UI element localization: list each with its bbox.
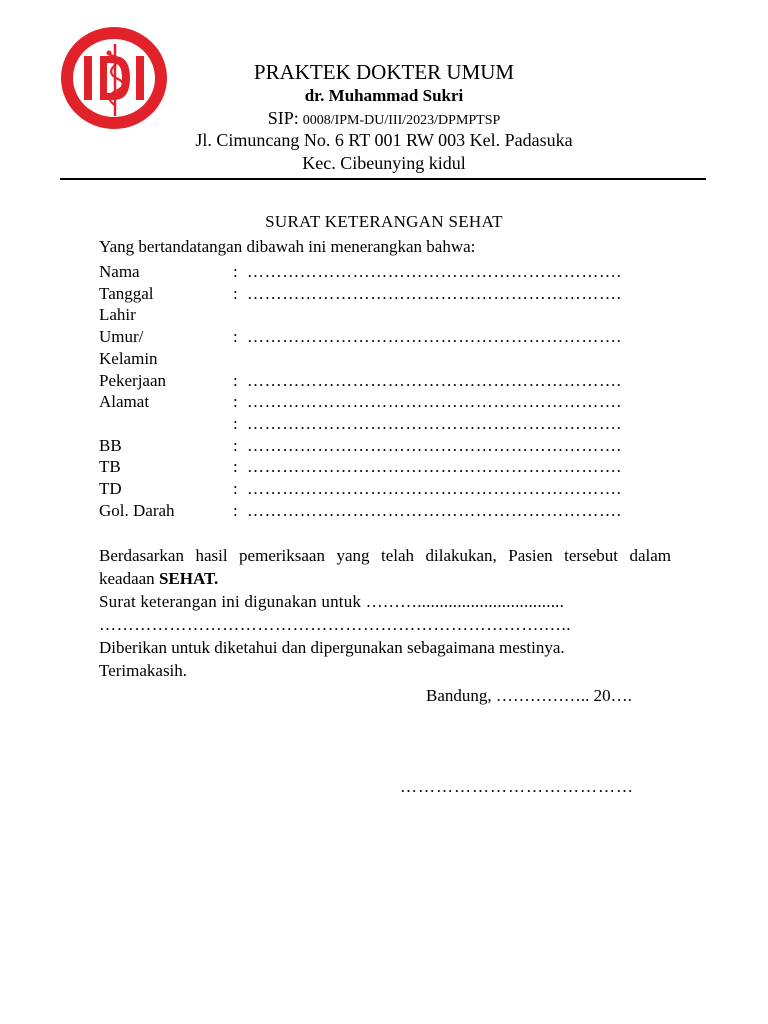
practice-title: PRAKTEK DOKTER UMUM	[253, 60, 515, 84]
field-label: BB	[99, 435, 122, 455]
field-row-nama	[99, 261, 679, 283]
field-row-tb	[99, 456, 679, 478]
sip-label: SIP:	[267, 108, 299, 128]
thanks-text: Terimakasih.	[99, 661, 188, 680]
field-row-alamat	[99, 391, 679, 413]
purpose-blank-line-2[interactable]: ………………………………………………………………….…..	[99, 615, 572, 634]
field-label: Umur/ Kelamin	[99, 327, 158, 368]
result-paragraph	[99, 544, 671, 590]
purpose-blank[interactable]: ……….................................	[365, 592, 565, 611]
field-label: Pekerjaan	[99, 370, 167, 390]
field-label	[99, 413, 219, 435]
statement-body	[99, 544, 671, 682]
field-value[interactable]: ……………………………………………………….	[247, 283, 622, 303]
signature-blank[interactable]: …………………………………	[400, 777, 634, 796]
field-value[interactable]: ……………………………………………………….	[247, 262, 622, 281]
address-line-2: Kec. Cibeunying kidul	[302, 153, 466, 173]
field-value[interactable]: ……………………………………………………….	[247, 435, 622, 455]
form-fields	[99, 261, 679, 521]
field-value[interactable]: ……………………………………………………….	[247, 500, 622, 520]
purpose-text: Surat keterangan ini digunakan untuk	[99, 592, 362, 611]
purpose-line	[99, 590, 671, 613]
field-colon: :	[233, 283, 238, 303]
field-label: Tanggal Lahir	[99, 283, 154, 325]
field-row-tanggal-lahir	[99, 283, 679, 326]
field-label: Gol. Darah	[99, 500, 175, 520]
field-row-umur-kelamin	[99, 326, 679, 369]
header-divider	[60, 178, 706, 180]
field-value[interactable]: ……………………………………………………….	[247, 457, 622, 477]
field-value[interactable]: ……………………………………………………….	[247, 392, 622, 412]
place-date-line[interactable]: Bandung, …………….. 20….	[426, 686, 632, 705]
field-value[interactable]: ……………………………………………………….	[247, 479, 622, 499]
sip-line	[140, 108, 628, 130]
field-label: TB	[99, 457, 121, 477]
letterhead	[140, 60, 628, 176]
field-row-pekerjaan	[99, 370, 679, 392]
field-colon: :	[233, 262, 238, 281]
field-label: Alamat	[99, 392, 150, 412]
field-colon: :	[233, 457, 238, 477]
sip-number: 0008/IPM-DU/III/2023/DPMPTSP	[302, 113, 501, 128]
field-colon: :	[233, 479, 238, 499]
field-value[interactable]: ……………………………………………………….	[247, 327, 622, 347]
field-row-bb	[99, 435, 679, 457]
address-line-1: Jl. Cimuncang No. 6 RT 001 RW 003 Kel. Padasuka	[195, 130, 573, 150]
field-colon: :	[233, 370, 238, 390]
field-colon: :	[233, 392, 238, 412]
field-row-td	[99, 478, 679, 500]
closing-line: Diberikan untuk diketahui dan dipergunakan sebagaimana mestinya.	[99, 638, 565, 657]
intro-text: Yang bertandatangan dibawah ini menerangkan bahwa:	[99, 237, 476, 256]
result-text: Berdasarkan hasil pemeriksaan yang telah dilakukan, Pasien tersebut dalam keadaan	[99, 546, 671, 588]
field-colon: :	[233, 327, 238, 347]
field-row-gol-darah	[99, 500, 679, 522]
field-value[interactable]: ……………………………………………………….	[247, 370, 622, 390]
document-title: SURAT KETERANGAN SEHAT	[265, 212, 503, 231]
field-label: TD	[99, 479, 122, 499]
field-colon: :	[233, 413, 238, 433]
field-colon: :	[233, 435, 238, 455]
result-status: SEHAT.	[158, 569, 219, 588]
field-colon: :	[233, 500, 238, 520]
field-value[interactable]: ……………………………………………………….	[247, 413, 622, 433]
field-label: Nama	[99, 262, 140, 281]
doctor-name: dr. Muhammad Sukri	[304, 86, 464, 105]
field-row-alamat-2	[99, 413, 679, 435]
